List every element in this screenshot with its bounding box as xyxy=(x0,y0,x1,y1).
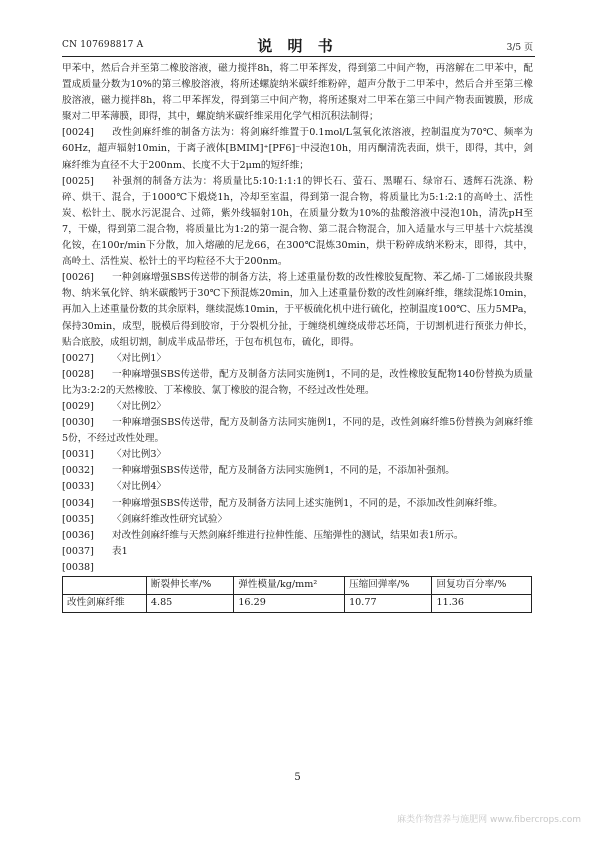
table-header-cell: 压缩回弹率/% xyxy=(345,577,432,595)
paragraph-0036 xyxy=(62,528,533,544)
table-caption: 表1 xyxy=(112,545,128,557)
document-title: 说 明 书 xyxy=(257,37,338,55)
paragraph-0027 xyxy=(62,351,533,367)
table-cell: 11.36 xyxy=(432,595,532,613)
watermark: 麻类作物营养与施肥网 www.fibercrops.com xyxy=(397,815,581,825)
paragraph-0024 xyxy=(62,125,533,173)
paragraph-text: 补强剂的制备方法为：将质量比5:10:1:1:1的钾长石、萤石、黑曜石、绿帘石、透辉石洗涤、粉碎、烘干、混合，于1000℃下煅烧1h，冷却至室温，得到第一混合物，将质量比为5:1:2:1的高岭土、活性炭、松针土、脱水污泥混合、过筛，紫外线辐射10h，在质量分数为10%的盐酸溶液中浸泡10h，清洗pH至7，干燥，得到第二混合物，将质量比为1:2的第一混合物、第二混合物混合，加入适量水与三甲基十六烷基溴化铵，在100r/min下分散，加入熔融的尼龙66，在300℃混炼30min，烘干粉碎成纳米粉末，即得，其中，高岭土、活性炭、松针土的平均粒径不大于200nm。 xyxy=(62,175,533,268)
paragraph-number: [0034] xyxy=(62,497,94,509)
table-header-cell: 弹性模量/kg/mm² xyxy=(234,577,345,595)
paragraph-number: [0026] xyxy=(62,272,94,284)
paragraph-number: [0036] xyxy=(62,529,94,541)
section-heading: 〈剑麻纤维改性研究试验〉 xyxy=(112,513,228,525)
paragraph-continued: 甲苯中，然后合并至第二橡胶溶液，磁力搅拌8h，将二甲苯挥发，得到第二中间产物，再溶解在二甲苯中，配置成质量分数为10%的第三橡胶溶液，将所述螺旋纳米碳纤维粉碎，超声分散于二甲苯中，然后合并至第三橡胶溶液，磁力搅拌8h，将二甲苯挥发，得到第三中间产物，将所述聚对二甲苯在第三中间产物表面镀膜，形成聚对二甲苯薄膜，即得，其中，螺旋纳米碳纤维采用化学气相沉积法制得； xyxy=(62,63,533,123)
table-header-cell xyxy=(63,577,147,595)
paragraph-number: [0033] xyxy=(62,481,94,493)
paragraph-0034 xyxy=(62,496,533,512)
paragraph-0032 xyxy=(62,463,533,479)
paragraph-0037 xyxy=(62,544,533,560)
table-cell: 16.29 xyxy=(234,595,345,613)
page-number: 5 xyxy=(294,772,301,783)
paragraph-text: 一种剑麻增强SBS传送带的制备方法，将上述重量份数的改性橡胶复配物、苯乙烯-丁二烯嵌段共聚物、纳米氧化锌、纳米碳酸钙于30℃下预混炼20min，加入上述重量份数的改性剑麻纤维，继续混炼10min，再加入上述重量份数的其余原料，继续混炼10min，于平板硫化机中进行硫化，控制温度100℃、压力5MPa，保持30min，成型，脱模后得到胶帘，于分裂机分扯，于缠绕机缠绕成带芯坯筒，于切割机进行预张力伸长，贴合底胶，成组切割，制成半成品带坯，于包布机包布，硫化，即得。 xyxy=(62,272,534,348)
paragraph-number: [0029] xyxy=(62,400,94,412)
table-cell: 10.77 xyxy=(345,595,432,613)
table-header-cell: 断裂伸长率/% xyxy=(146,577,233,595)
paragraph-number: [0025] xyxy=(62,175,94,187)
paragraph-number: [0028] xyxy=(62,368,94,380)
paragraph-number: [0037] xyxy=(62,545,94,557)
section-heading: 〈对比例3〉 xyxy=(112,449,167,461)
paragraph-number: [0030] xyxy=(62,417,94,429)
paragraph-number: [0038] xyxy=(62,561,94,573)
document-body xyxy=(62,61,533,613)
paragraph-text: 一种麻增强SBS传送带，配方及制备方法同实施例1，不同的是，改性橡胶复配物140份替换为质量比为3:2:2的天然橡胶、丁苯橡胶、氯丁橡胶的混合物，不经过改性处理。 xyxy=(62,368,533,396)
page-ratio: 3/5 页 xyxy=(506,43,533,53)
paragraph-text: 对改性剑麻纤维与天然剑麻纤维进行拉伸性能、压缩弹性的测试，结果如表1所示。 xyxy=(112,529,464,541)
paragraph-0031 xyxy=(62,447,533,463)
paragraph-number: [0027] xyxy=(62,352,94,364)
header-divider xyxy=(62,56,535,57)
paragraph-0025 xyxy=(62,174,533,271)
table-header-cell: 回复功百分率/% xyxy=(432,577,532,595)
paragraph-0028 xyxy=(62,367,533,399)
paragraph-0026 xyxy=(62,270,533,350)
paragraph-text: 一种麻增强SBS传送带，配方及制备方法同实施例1，不同的是，改性剑麻纤维5份替换为剑麻纤维5份，不经过改性处理。 xyxy=(62,417,533,445)
paragraph-0030 xyxy=(62,415,533,447)
paragraph-number: [0035] xyxy=(62,513,94,525)
paragraph-text: 改性剑麻纤维的制备方法为：将剑麻纤维置于0.1mol/L氢氧化浓溶液，控制温度为70℃、频率为60Hz，超声辐射10min，于离子液体[BMIM]⁺[PF6]⁻中浸泡10h，用丙酮清洗表面，烘干，即得，其中，剑麻纤维为直径不大于200nm、长度不大于2μm的短纤维； xyxy=(62,127,533,171)
paragraph-text: 一种麻增强SBS传送带，配方及制备方法同实施例1，不同的是，不添加补强剂。 xyxy=(112,465,455,477)
paragraph-number: [0032] xyxy=(62,465,94,477)
paragraph-0035 xyxy=(62,512,533,528)
table-cell: 改性剑麻纤维 xyxy=(63,595,147,613)
table-header-row xyxy=(63,577,532,595)
paragraph-0029 xyxy=(62,399,533,415)
paragraph-text: 一种麻增强SBS传送带，配方及制备方法同上述实施例1，不同的是，不添加改性剑麻纤维。 xyxy=(112,497,503,509)
paragraph-0033 xyxy=(62,479,533,495)
patent-number: CN 107698817 A xyxy=(62,40,144,50)
section-heading: 〈对比例1〉 xyxy=(112,352,167,364)
paragraph-number: [0024] xyxy=(62,127,94,139)
section-heading: 〈对比例2〉 xyxy=(112,400,167,412)
section-heading: 〈对比例4〉 xyxy=(112,481,167,493)
table-cell: 4.85 xyxy=(146,595,233,613)
table-row xyxy=(63,595,532,613)
paragraph-number: [0031] xyxy=(62,449,94,461)
paragraph-0038 xyxy=(62,560,533,576)
results-table xyxy=(62,576,532,613)
